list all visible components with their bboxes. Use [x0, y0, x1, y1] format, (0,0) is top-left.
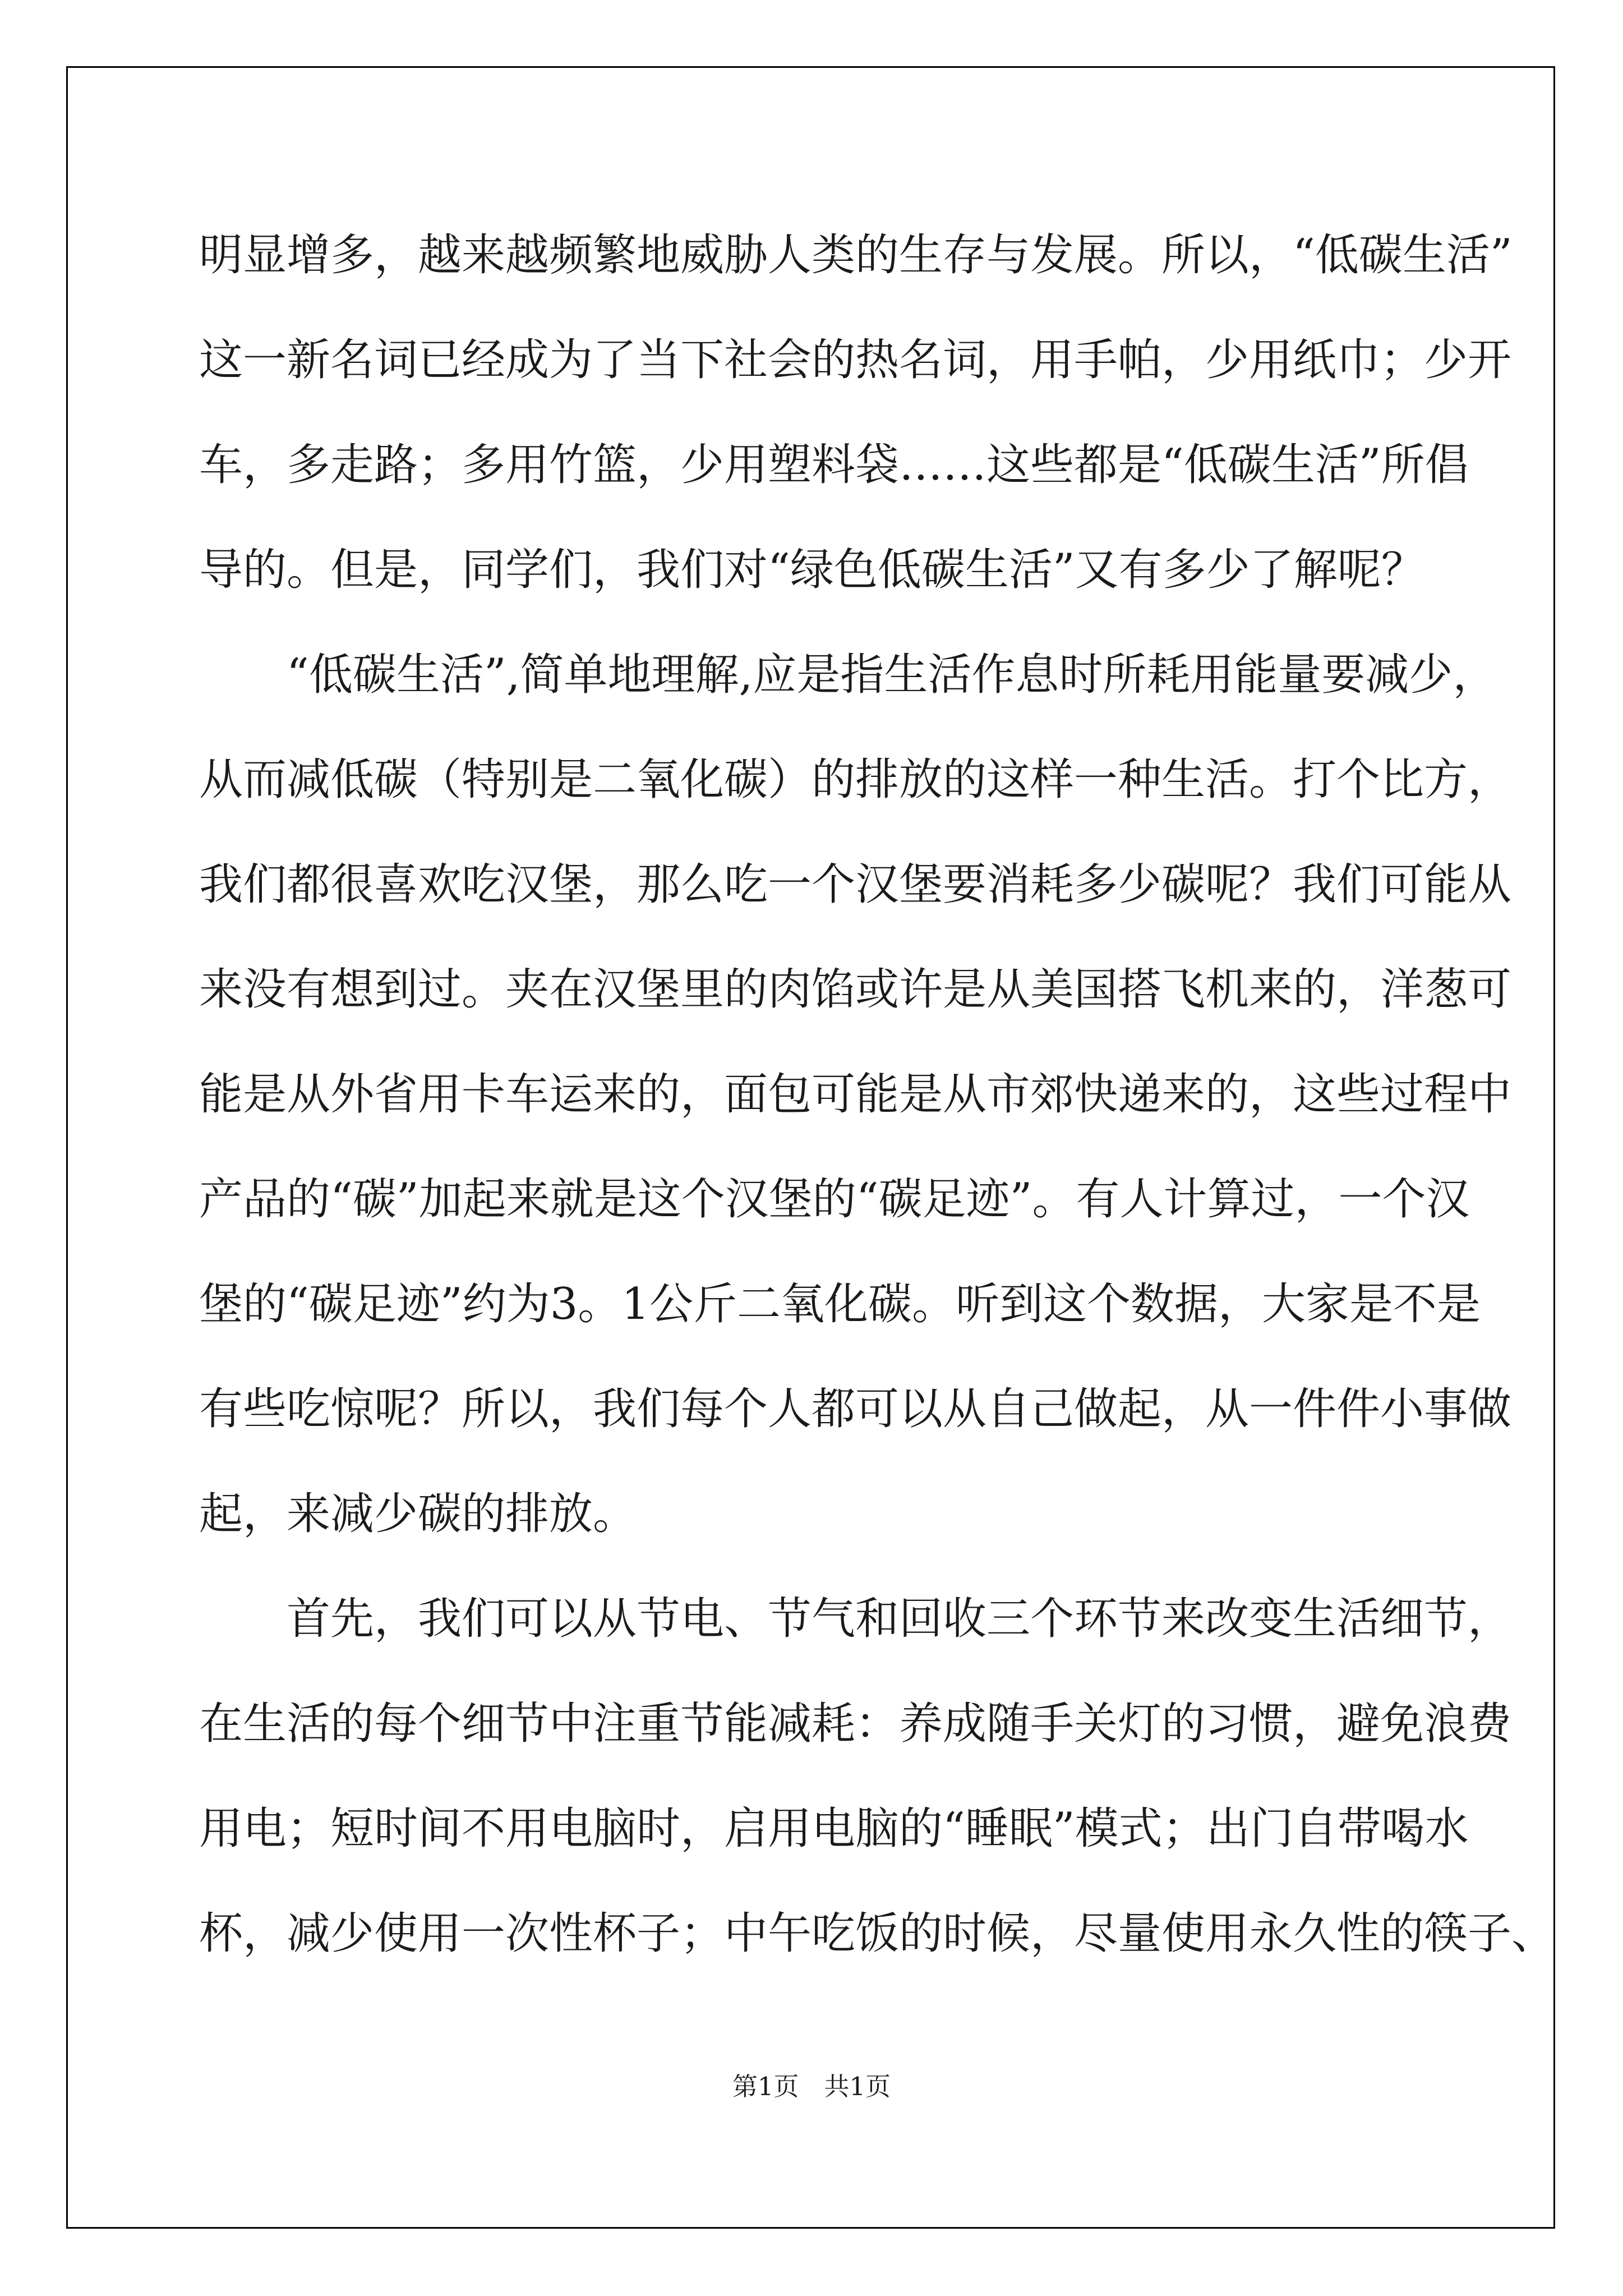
text-line: 导的。但是，同学们，我们对“绿色低碳生活”又有多少了解呢？ [199, 545, 1425, 595]
text-line: “低碳生活”,简单地理解,应是指生活作息时所耗用能量要减少， [199, 650, 1497, 700]
text-line: 有些吃惊呢？所以，我们每个人都可以从自己做起，从一件件小事做 [199, 1384, 1512, 1434]
text-line: 在生活的每个细节中注重节能减耗：养成随手关灯的习惯，避免浪费 [199, 1699, 1512, 1749]
text-line: 首先，我们可以从节电、节气和回收三个环节来改变生活细节， [199, 1594, 1512, 1644]
text-line: 明显增多，越来越频繁地威胁人类的生存与发展。所以，“低碳生活” [199, 230, 1513, 280]
text-line: 车，多走路；多用竹篮，少用塑料袋……这些都是“低碳生活”所倡 [199, 440, 1469, 490]
page-footer: 第1页 共1页 [732, 2072, 891, 2101]
text-line: 产品的“碳”加起来就是这个汉堡的“碳足迹”。有人计算过，一个汉 [199, 1174, 1470, 1225]
text-line: 用电；短时间不用电脑时，启用电脑的“睡眠”模式；出门自带喝水 [199, 1803, 1469, 1854]
text-line: 堡的“碳足迹”约为3。1公斤二氧化碳。听到这个数据，大家是不是 [199, 1279, 1481, 1329]
text-line: 起，来减少碳的排放。 [199, 1489, 637, 1539]
text-line: 来没有想到过。夹在汉堡里的肉馅或许是从美国搭飞机来的，洋葱可 [199, 964, 1512, 1015]
text-line: 我们都很喜欢吃汉堡，那么吃一个汉堡要消耗多少碳呢？我们可能从 [199, 859, 1512, 910]
text-line: 能是从外省用卡车运来的，面包可能是从市郊快递来的，这些过程中 [199, 1069, 1512, 1120]
text-line: 杯，减少使用一次性杯子；中午吃饭的时候，尽量使用永久性的筷子、 [199, 1908, 1556, 1959]
document-body [199, 203, 1556, 1986]
text-line: 从而减低碳（特别是二氧化碳）的排放的这样一种生活。打个比方， [199, 754, 1512, 805]
text-line: 这一新名词已经成为了当下社会的热名词，用手帕，少用纸巾；少开 [199, 335, 1512, 385]
